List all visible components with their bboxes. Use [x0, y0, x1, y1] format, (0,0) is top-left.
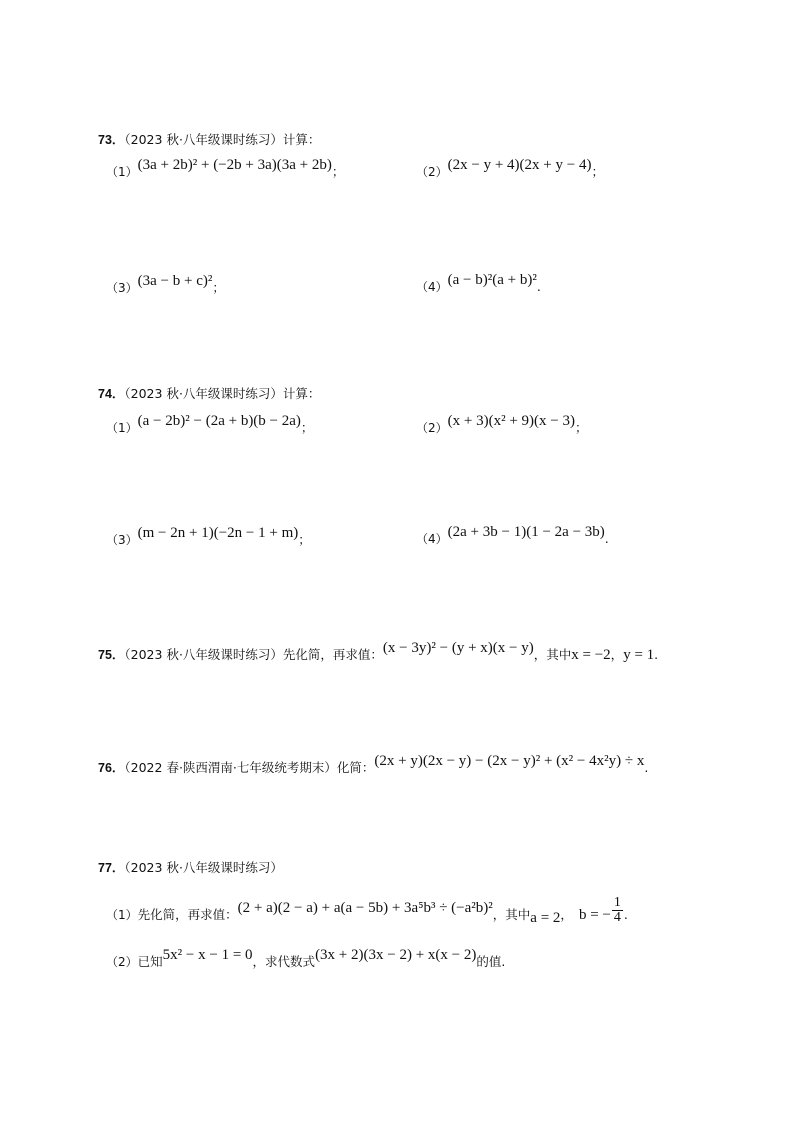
fraction-denominator: 4: [613, 910, 621, 925]
condition-x: x = −2: [571, 647, 611, 663]
q73-part-4: [416, 272, 541, 296]
punctuation: .: [654, 647, 659, 662]
part-label: （2）: [416, 421, 448, 435]
part-label: （1）: [106, 421, 138, 435]
question-source: （2023 秋·八年级课时练习）先化简，再求值：: [124, 647, 383, 662]
q77-part-2: [106, 947, 506, 971]
punctuation: ；: [331, 164, 345, 179]
part-label: （2）: [106, 955, 138, 969]
part-label: （2）: [416, 165, 448, 179]
question-75: [98, 640, 659, 664]
punctuation: ；: [298, 532, 311, 547]
math-expression: (2 + a)(2 − a) + a(a − 5b) + 3a⁵b³ ÷ (−a²b)²: [237, 900, 493, 916]
math-expression: (2x − y + 4)(2x + y − 4): [447, 157, 592, 173]
part-label: （4）: [416, 532, 448, 546]
known-text: 已知: [137, 954, 163, 969]
math-expression: (a − b)²(a + b)²: [447, 272, 537, 288]
punctuation: .: [536, 279, 541, 294]
punctuation: ；: [591, 164, 604, 179]
question-source: （2023 秋·八年级课时练习）计算：: [124, 386, 321, 401]
punctuation: ；: [212, 280, 225, 295]
separator: ，: [560, 907, 573, 922]
instruction-text: 先化简，再求值：: [137, 907, 238, 922]
question-73-header: [98, 130, 320, 148]
math-expression: (x − 3y)² − (y + x)(x − y): [382, 640, 534, 656]
q74-part-2: [416, 413, 588, 437]
math-expression: (a − 2b)² − (2a + b)(b − 2a): [137, 413, 301, 429]
q77-part-1: [106, 895, 628, 930]
where-text: ，其中: [492, 907, 531, 922]
part-label: （3）: [106, 281, 138, 295]
question-source: （2023 秋·八年级课时练习）计算：: [124, 132, 321, 147]
math-expression: (3a + 2b)² + (−2b + 3a)(3a + 2b): [137, 157, 332, 173]
punctuation: .: [604, 531, 609, 546]
question-74-header: [98, 384, 320, 402]
part-label: （3）: [106, 533, 138, 547]
question-76: [98, 753, 649, 777]
question-number: 74．: [98, 387, 125, 401]
question-77-header: [98, 858, 283, 876]
punctuation: ；: [300, 420, 314, 435]
punctuation: .: [623, 907, 628, 922]
condition-b: b = −: [578, 907, 611, 923]
math-expression: (2x + y)(2x − y) − (2x − y)² + (x² − 4x²y) ÷ x: [374, 753, 645, 769]
equation: 5x² − x − 1 = 0: [162, 947, 253, 963]
fraction: [612, 896, 623, 925]
part-label: （1）: [106, 165, 138, 179]
question-number: 77．: [98, 861, 125, 875]
punctuation: ；: [575, 420, 588, 435]
where-text: ，其中: [533, 647, 572, 662]
question-number: 76．: [98, 761, 125, 775]
instruction-text: ，求代数式: [252, 954, 316, 969]
separator: ，: [610, 647, 624, 662]
math-expression: (2a + 3b − 1)(1 − 2a − 3b): [447, 524, 605, 540]
part-label: （1）: [106, 908, 138, 922]
ending-text: 的值.: [476, 954, 506, 969]
question-source: （2022 春·陕西渭南·七年级统考期末）化简：: [124, 760, 375, 775]
q73-part-1: [106, 157, 345, 181]
math-expression: (3x + 2)(3x − 2) + x(x − 2): [315, 947, 477, 963]
q73-part-3: [106, 273, 225, 297]
math-expression: (3a − b + c)²: [137, 273, 213, 289]
part-label: （4）: [416, 280, 448, 294]
condition-a: a = 2: [530, 910, 561, 926]
fraction-numerator: 1: [613, 895, 621, 910]
condition-y: y = 1: [623, 647, 655, 663]
question-number: 75．: [98, 648, 125, 662]
question-source: （2023 秋·八年级课时练习）: [124, 860, 283, 875]
math-expression: (m − 2n + 1)(−2n − 1 + m): [137, 525, 299, 541]
q74-part-1: [106, 413, 314, 437]
q74-part-3: [106, 525, 311, 549]
math-expression: (x + 3)(x² + 9)(x − 3): [447, 413, 575, 429]
question-number: 73．: [98, 133, 125, 147]
q73-part-2: [416, 157, 604, 181]
q74-part-4: [416, 524, 609, 548]
punctuation: .: [644, 760, 649, 775]
